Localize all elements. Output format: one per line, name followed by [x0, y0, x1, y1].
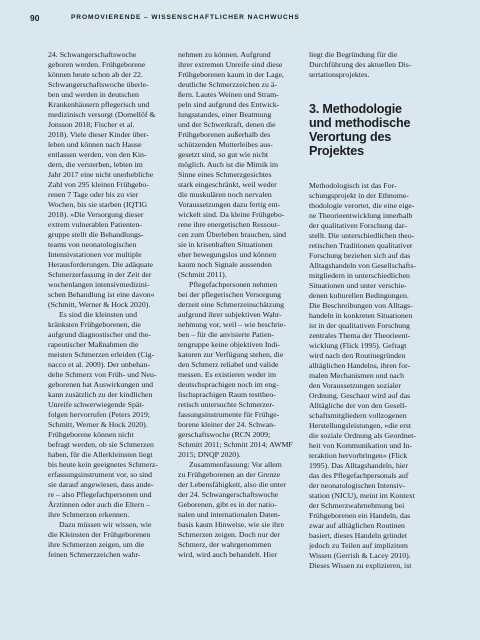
text-line: 2018). »Die Versorgung dieser — [48, 210, 144, 219]
text-line: rene ihre energetischen Ressour- — [178, 220, 280, 229]
text-line: ben und werden in deutschen — [48, 90, 139, 99]
text-line: ihre Schmerzen erkennen. — [48, 510, 130, 519]
text-line: Krankenhäusern pflegerisch und — [48, 100, 150, 109]
text-line: Frühgeborenen ein Handeln, das — [309, 511, 411, 520]
text-line: stellt. Die unterschiedlichen theo- — [309, 231, 415, 240]
text-line: tengruppe keine objektiven Indi- — [178, 340, 280, 349]
text-line: der Lebensfähigkeit, also die unter — [178, 480, 287, 489]
text-line: lungsstandes, einer Beatmung — [178, 110, 272, 119]
text-line: wicklung (Flick 1995). Gefragt — [309, 341, 407, 350]
text-line: ßern. Lautes Weinen und Stram- — [178, 90, 279, 99]
text-line: basiert, dieses Handeln gründet — [309, 531, 407, 540]
text-line: medizinisch versorgt (Domellöf & — [48, 110, 156, 119]
heading-line: Projektes — [309, 144, 364, 158]
text-line: der qualitativen Forschung dar- — [309, 221, 407, 230]
text-line: Unreife schwerwiegende Spät- — [48, 400, 145, 409]
text-line: alltäglichen Handelns, ihren for- — [309, 361, 411, 370]
text-line: messen. Es existieren weder im — [178, 370, 277, 379]
text-line: derzeit eine Schmerzeinschätzung — [178, 300, 285, 309]
text-line: Herstellungsleistungen, »die erst — [309, 421, 411, 430]
text-line: die soziale Ordnung als Geordnet- — [309, 431, 416, 440]
text-line: den Voraussetzungen sozialer — [309, 381, 401, 390]
text-line: ihre Schmerzen zeigen, um die — [48, 540, 145, 549]
text-line: retisch untersuchte Schmerzer- — [178, 400, 275, 409]
text-line: heit von Kommunikation und In- — [309, 441, 413, 450]
text-line: Forschung beziehen sich auf das — [309, 251, 411, 260]
text-line: der Schmerzwahrnehmung bei — [309, 501, 405, 510]
text-line: Schmerzen zeigen. Doch nur der — [178, 530, 280, 539]
text-line: deutliche Schmerzzeichen zu ä- — [178, 80, 277, 89]
text-line: cen zum Überleben brauchen, sind — [178, 230, 287, 239]
text-line: Herausforderungen. Die adäquate — [48, 260, 153, 269]
text-line: 24. Schwangerschaftswoche — [48, 50, 137, 59]
text-line: gerschaftswoche (RCN 2009; — [178, 430, 271, 439]
text-line: kaum noch Signale aussenden — [178, 260, 272, 269]
text-line: das des Pflegefachpersonals auf — [309, 471, 409, 480]
text-line: katoren zur Verfügung stehen, die — [178, 350, 284, 359]
text-line: Es sind die kleinsten und — [59, 310, 137, 319]
text-line: leben und können nach Hause — [48, 140, 142, 149]
text-line: Durchführung des aktuellen Dis- — [309, 60, 412, 69]
text-line: können heute schon ab der 22. — [48, 70, 143, 79]
text-line: Ärztinnen oder auch die Eltern – — [48, 500, 150, 509]
text-line: 2018). Viele dieser Kinder über- — [48, 130, 149, 139]
text-line: basis kaum Hinweise, wie sie ihre — [178, 520, 285, 529]
text-line: Alltägliche der von den Gesell- — [309, 401, 407, 410]
text-line: sertationsprojektes. — [309, 70, 370, 79]
text-line: kränksten Frühgeborenen, die — [48, 320, 141, 329]
text-line: Sinne eines Schmerzgesichtes — [178, 170, 272, 179]
text-line: eher bewegungslos und können — [178, 250, 277, 259]
text-line: Wochen, bis sie starben (IQTIG — [48, 200, 148, 209]
text-line: Voraussetzungen dazu fertig ent- — [178, 200, 281, 209]
text-line: die muskulären noch nervalen — [178, 190, 272, 199]
page-number: 90 — [30, 13, 40, 23]
text-line: Zusammenfassung: Vor allem — [189, 460, 282, 469]
text-line: wird, wird auch behandelt. Hier — [178, 550, 278, 559]
text-line: ben – für die anvisierte Patien- — [178, 330, 274, 339]
text-line: wickelt sind. Da kleine Frühgebo- — [178, 210, 285, 219]
text-line: stark eingeschränkt, weil weder — [178, 180, 277, 189]
text-line: station (NICU), meint im Kontext — [309, 491, 415, 500]
text-line: sie in krisenhaften Situationen — [178, 240, 273, 249]
text-line: geboren werden. Frühgeborene — [48, 60, 146, 69]
text-line: wird nach den Routinegründen — [309, 351, 406, 360]
text-line: die Kleinsten der Frühgeborenen — [48, 530, 151, 539]
text-line: Schmerz, der wahrgenommen — [178, 540, 272, 549]
text-line: Pflegefachpersonen nehmen — [189, 280, 278, 289]
text-line: 1995). Das Alltagshandeln, hier — [309, 461, 408, 470]
heading-line: und methodische — [309, 116, 411, 130]
text-line: nacco et al. 2009). Der unbehan- — [48, 360, 150, 369]
text-line: Schmerzerfassung in der Zeit der — [48, 270, 152, 279]
text-line: 2015; DNQP 2020). — [178, 450, 241, 459]
text-line: malen Mechanismen und nach — [309, 371, 405, 380]
text-line: fassungsinstrumente für Frühge- — [178, 410, 280, 419]
text-line: zwar auf alltäglichen Routinen — [309, 521, 405, 530]
text-line: nehmen zu können. Aufgrund — [178, 50, 271, 59]
text-line: Wissen (Gerrish & Lacey 2010). — [309, 551, 411, 560]
text-line: denen kulturellen Bedingungen. — [309, 291, 409, 300]
text-line: Schwangerschaftswoche überle- — [48, 80, 149, 89]
text-line: re – also Pflegefachpersonen und — [48, 490, 152, 499]
text-line: dern, die versterben, lebten im — [48, 160, 143, 169]
text-line: peln sind aufgrund des Entwick- — [178, 100, 280, 109]
text-line: Ordnung. Geschaut wird auf das — [309, 391, 411, 400]
text-line: Schmitt, Werner & Hock 2020). — [48, 420, 148, 429]
text-line: schützenden Mutterleibes aus- — [178, 140, 273, 149]
text-line: lischsprachigen Raum testtheo- — [178, 390, 276, 399]
text-line: und der Schwerkraft, denen die — [178, 120, 276, 129]
text-line: meisten Schmerzen erleiden (Cig- — [48, 350, 155, 359]
text-line: bei der pflegerischen Versorgung — [178, 290, 281, 299]
text-line: zu Frühgeborenen an der Grenze — [178, 470, 281, 479]
text-line: Dazu müssen wir wissen, wie — [59, 520, 152, 529]
text-line: ist in der qualitativen Forschung — [309, 321, 410, 330]
text-line: befragt werden, ob sie Schmerzen — [48, 440, 154, 449]
text-line: jedoch zu Teilen auf implizitem — [309, 541, 408, 550]
text-line: deutschsprachigen noch im eng- — [178, 380, 279, 389]
text-line: Frühgeborene können nicht — [48, 430, 134, 439]
text-line: wochenlangen intensivmedizini- — [48, 280, 150, 289]
text-line: (Schmitt 2011). — [178, 270, 227, 279]
text-line: Jonsson 2018; Fischer et al. — [48, 120, 135, 129]
text-line: rapeutischer Maßnahmen die — [48, 340, 139, 349]
text-line: haben, für die Allerkleinsten liegt — [48, 450, 153, 459]
text-line: Intensivstationen vor multiple — [48, 250, 142, 259]
text-line: renen 7 Tage oder bis zu vier — [48, 190, 139, 199]
text-line: kann zusätzlich zu der kindlichen — [48, 390, 153, 399]
text-line: teraktion hervorbringen« (Flick — [309, 451, 408, 460]
heading-line: 3. Methodologie — [309, 102, 402, 116]
text-line: Schmitt 2011; Schmitt 2014; AWMF — [178, 440, 293, 449]
text-line: bis heute kein geeignetes Schmerz- — [48, 460, 158, 469]
text-line: sie darauf angewiesen, dass ande- — [48, 480, 154, 489]
text-line: handeln in konkreten Situationen — [309, 311, 413, 320]
text-line: Die Beschreibungen von Alltags- — [309, 301, 413, 310]
text-line: gesetzt sind, so gut wie nicht — [178, 150, 269, 159]
text-line: erfassungsinstrument vor, so sind — [48, 470, 153, 479]
text-line: aufgrund ihrer subjektiven Wahr- — [178, 310, 282, 319]
text-line: thodologie verortet, die eine eige- — [309, 201, 415, 210]
text-line: feinen Schmerzzeichen wahr- — [48, 550, 141, 559]
text-line: Frühgeborenen außerhalb des — [178, 130, 271, 139]
running-header: PROMOVIERENDE – WISSENSCHAFTLICHER NACHWUCHS — [71, 14, 300, 21]
text-line: mitgliedern in unterschiedlichen — [309, 271, 410, 280]
text-line: nehmung vor, weil – wie beschrie- — [178, 320, 286, 329]
text-line: extrem vulnerablen Patienten- — [48, 220, 142, 229]
column-3-body — [309, 181, 433, 571]
text-line: Alltagshandeln von Gesellschafts- — [309, 261, 416, 270]
text-line: Dieses Wissen zu explizieren, ist — [309, 561, 412, 570]
column-3-intro — [309, 50, 433, 80]
text-line: Situationen und unter verschie- — [309, 281, 407, 290]
text-line: der 24. Schwangerschaftswoche — [178, 490, 279, 499]
section-heading — [309, 102, 433, 158]
text-line: folgen hervorrufen (Peters 2019; — [48, 410, 150, 419]
text-line: möglich. Auch ist die Mimik im — [178, 160, 279, 169]
text-line: delte Schmerz von Früh- und Neu- — [48, 370, 157, 379]
text-column-1 — [48, 50, 170, 560]
text-line: nalen und internationalen Daten- — [178, 510, 281, 519]
text-line: gruppe stellt die Behandlungs- — [48, 230, 144, 239]
text-line: ihrer extremen Unreife sind diese — [178, 60, 283, 69]
text-line: aufgrund diagnostischer und the- — [48, 330, 151, 339]
text-line: den Schmerz reliabel und valide — [178, 360, 279, 369]
text-line: (Schmitt, Werner & Hock 2020). — [48, 300, 151, 309]
text-line: ne Theorieentwicklung innerhalb — [309, 211, 413, 220]
text-line: schungsprojekt in der Ethnome- — [309, 191, 409, 200]
text-column-2 — [178, 50, 300, 560]
text-line: liegt die Begründung für die — [309, 50, 398, 59]
text-line: zentrales Thema der Theorieent- — [309, 331, 411, 340]
text-line: Jahr 2017 eine nicht unerhebliche — [48, 170, 154, 179]
text-line: schaftsmitgliedern vollzogenen — [309, 411, 407, 420]
text-line: teams von neonatologischen — [48, 240, 137, 249]
text-line: schen Behandlung ist eine davon« — [48, 290, 155, 299]
heading-line: Verortung des — [309, 130, 392, 144]
text-line: geborenen hat Auswirkungen und — [48, 380, 154, 389]
text-line: Frühgeborenen kaum in der Lage, — [178, 70, 284, 79]
text-line: Zahl von 295 kleinen Frühgebo- — [48, 180, 149, 189]
text-column-3 — [309, 50, 433, 571]
text-line: Methodologisch ist das For- — [309, 181, 397, 190]
text-line: retischen Traditionen qualitativer — [309, 241, 413, 250]
text-line: borene kleiner der 24. Schwan- — [178, 420, 276, 429]
text-line: Geborenen, gibt es in der natio- — [178, 500, 277, 509]
text-line: entlassen werden, von den Kin- — [48, 150, 147, 159]
text-line: der neonatologischen Intensiv- — [309, 481, 406, 490]
